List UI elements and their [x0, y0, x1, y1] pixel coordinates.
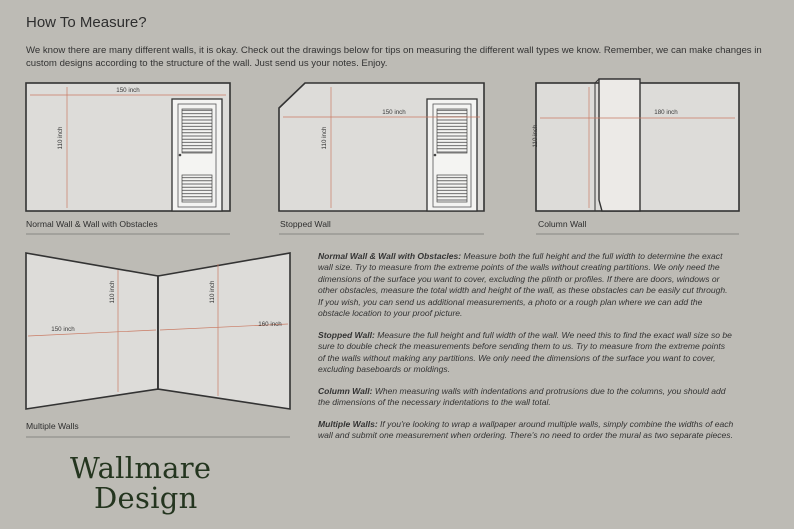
- column-width-label: 180 inch: [654, 109, 678, 116]
- stopped-wall-diagram: [279, 83, 484, 234]
- multiple-walls-diagram: [26, 253, 290, 437]
- description-heading: Stopped Wall:: [318, 329, 375, 340]
- left-height-label: 110 inch: [109, 280, 116, 304]
- descriptions-block: [318, 251, 734, 452]
- normal-wall-caption: Normal Wall & Wall with Obstacles: [26, 219, 158, 229]
- door-icon: [427, 99, 477, 211]
- right-width-label: 160 inch: [258, 321, 282, 328]
- stopped-width-label: 150 inch: [382, 109, 406, 116]
- column-height-label: 110 inch: [532, 124, 539, 148]
- stopped-wall-caption: Stopped Wall: [280, 219, 331, 229]
- description-normal: [318, 251, 734, 319]
- normal-height-label: 110 inch: [57, 126, 64, 150]
- brand-logo-line1: Wallmare: [70, 451, 212, 485]
- description-stopped: [318, 330, 734, 376]
- column-shape: [599, 79, 640, 211]
- column-wall-caption: Column Wall: [538, 219, 587, 229]
- description-text: Measure the full height and full width of the wall. We need this to find the exact wall size so be sure to double check the measurements before sending them to us. Try to measure from the extreme points of the walls without making any partitions. We only need the dimensions of the surface you want to cover, excluding baseboards or moldings.: [318, 329, 732, 375]
- right-wall-shape: [158, 253, 290, 409]
- description-column: [318, 386, 734, 409]
- multiple-walls-caption: Multiple Walls: [26, 421, 79, 431]
- description-text: Measure both the full height and the full width to determine the exact wall size. Try to measure from the extreme points of the walls without creating partitions. We only need the dimensions of the surface you want to cover, excluding the plinth or profiles. If there are doors, windows or other obstacles, measure the total width and height of the wall, as these obstacles can be easily cut through. If you wish, you can send us additional measurements, a photo or a rough plan where we can add the obstacle location to your proof picture.: [318, 251, 728, 319]
- page-title: How To Measure?: [26, 14, 147, 31]
- brand-logo: [70, 453, 211, 513]
- description-heading: Normal Wall & Wall with Obstacles:: [318, 251, 462, 261]
- description-text: If you're looking to wrap a wallpaper around multiple walls, simply combine the widths of each wall and submit one measurement when ordering. There's no need to order the mural as two separate pieces.: [318, 419, 734, 441]
- description-multiple: [318, 419, 734, 442]
- description-heading: Multiple Walls:: [318, 419, 378, 430]
- description-text: When measuring walls with indentations and protrusions due to the columns, you should add the dimensions of the necessary indentations to the wall total.: [318, 385, 726, 408]
- normal-width-label: 150 inch: [116, 87, 140, 94]
- left-width-label: 150 inch: [51, 326, 75, 333]
- right-height-label: 110 inch: [209, 280, 216, 304]
- intro-text: We know there are many different walls, it is okay. Check out the drawings below for tips on measuring the different wall types we know. Remember, we can make changes in custom designs according to the structure of the wall. Just send us your notes. Enjoy.: [26, 45, 762, 69]
- description-heading: Column Wall:: [318, 385, 373, 396]
- brand-logo-line2: Design: [94, 481, 198, 515]
- column-wall-diagram: [532, 79, 739, 234]
- normal-wall-diagram: [26, 83, 230, 234]
- door-icon: [172, 99, 222, 211]
- stopped-height-label: 110 inch: [321, 126, 328, 150]
